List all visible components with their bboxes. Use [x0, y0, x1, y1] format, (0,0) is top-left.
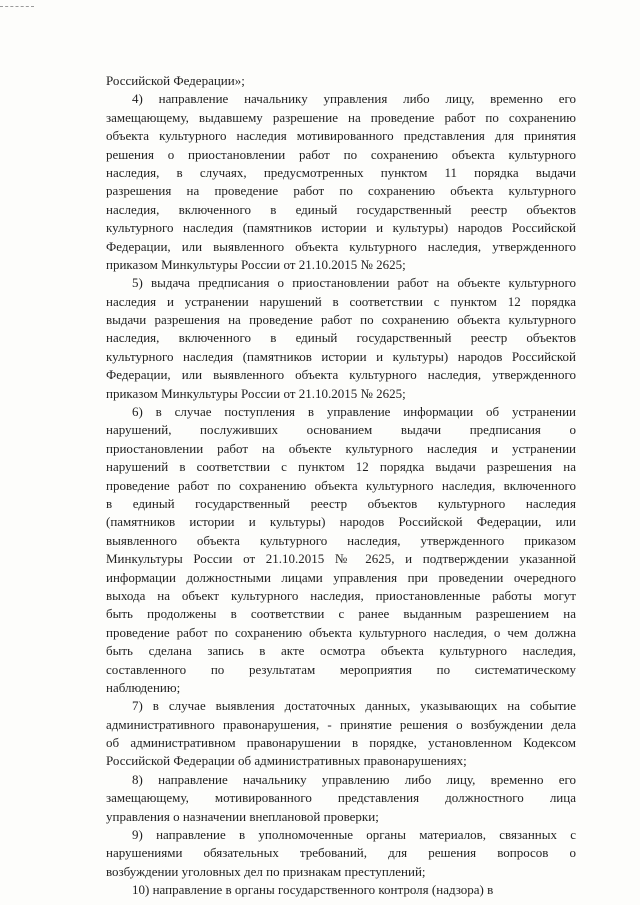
paragraph-item-8 — [106, 771, 576, 826]
text-line: быть сделана запись в акте осмотра объекта культурного наследия, — [106, 643, 576, 659]
text-line: разрешения на проведение работ по сохранению объекта культурного — [106, 183, 576, 199]
text-line: 8) направление начальнику управлению либо лицу, временно его — [132, 771, 576, 787]
text-line: выявленного объекта культурного наследия, утвержденного приказом — [106, 532, 576, 548]
text-line: 5) выдача предписания о приостановлении работ на объекте культурного — [132, 275, 576, 291]
text-line: быть продолжены в соответствии с ранее выданным разрешением на — [106, 606, 576, 622]
text-line: 10) направление в органы государственного контроля (надзора) в — [132, 882, 494, 898]
paragraph-item-5 — [106, 274, 576, 403]
paragraph-item-10 — [106, 881, 576, 899]
text-line: нарушений, послуживших основанием выдачи предписания о — [106, 422, 576, 438]
text-line: приказом Минкультуры России от 21.10.2015 № 2625; — [106, 385, 406, 401]
text-line: 7) в случае выявления достаточных данных, указывающих на событие — [132, 698, 576, 714]
scan-edge-mark — [0, 6, 34, 7]
text-line: решения о приостановлении работ по сохранению объекта культурного — [106, 146, 576, 162]
text-line: составленного по результатам мероприятия по систематическому — [106, 661, 576, 677]
text-line: наблюдению; — [106, 679, 181, 695]
text-line: в единый государственный реестр объектов культурного наследия — [106, 495, 576, 511]
text-line: 9) направление в уполномоченные органы материалов, связанных с — [132, 827, 576, 843]
paragraph-item-6 — [106, 403, 576, 697]
paragraph-intro-tail — [106, 72, 576, 90]
text-line: наследия, включенного в единый государственный реестр объектов — [106, 330, 576, 346]
text-line: 6) в случае поступления в управление информации об устранении — [132, 404, 576, 420]
text-line: Российской Федерации»; — [106, 73, 245, 88]
text-line: управления о назначении внеплановой проверки; — [106, 808, 379, 824]
document-body — [106, 72, 576, 900]
text-line: нарушениями обязательных требований, для решения вопросов о — [106, 845, 576, 861]
text-line: замещающему, мотивированного представления должностного лица — [106, 790, 576, 806]
text-line: выхода на объект культурного наследия, приостановленные работы могут — [106, 587, 576, 603]
paragraph-item-4 — [106, 90, 576, 274]
text-line: наследия, включенного в единый государственный реестр объектов — [106, 201, 576, 217]
text-line: приостановлении работ на объекте культурного наследия и устранении — [106, 440, 576, 456]
paragraph-item-9 — [106, 826, 576, 881]
text-line: наследия, в случаях, предусмотренных пунктом 11 порядка выдачи — [106, 164, 576, 180]
text-line: 4) направление начальнику управления либо лицу, временно его — [132, 91, 576, 107]
text-line: замещающему, выдавшему разрешение на проведение работ по сохранению — [106, 109, 576, 125]
text-line: (памятников истории и культуры) народов Российской Федерации, или — [106, 514, 576, 530]
text-line: выдачи разрешения на проведение работ по сохранению объекта культурного — [106, 312, 576, 328]
text-line: административного правонарушения, - принятие решения о возбуждении дела — [106, 716, 576, 732]
text-line: проведение работ по сохранению объекта культурного наследия, включенного — [106, 477, 576, 493]
text-line: об административном правонарушении в порядке, установленном Кодексом — [106, 735, 576, 751]
text-line: приказом Минкультуры России от 21.10.2015 № 2625; — [106, 256, 406, 272]
text-line: культурного наследия (памятников истории и культуры) народов Российской — [106, 220, 576, 236]
text-line: Федерации, или выявленного объекта культурного наследия, утвержденного — [106, 238, 576, 254]
text-line: проведение работ по сохранению объекта культурного наследия, о чем должна — [106, 624, 576, 640]
text-line: информации должностными лицами управления при проведении очередного — [106, 569, 576, 585]
text-line: нарушений в соответствии с пунктом 12 порядка выдачи разрешения на — [106, 459, 576, 475]
text-line: Российской Федерации об административных правонарушениях; — [106, 753, 467, 769]
text-line: Федерации, или выявленного объекта культурного наследия, утвержденного — [106, 367, 576, 383]
paragraph-item-7 — [106, 697, 576, 771]
text-line: Минкультуры России от 21.10.2015 № 2625, и подтверждении указанной — [106, 551, 576, 567]
text-line: культурного наследия (памятников истории и культуры) народов Российской — [106, 348, 576, 364]
text-line: объекта культурного наследия мотивированного представления для принятия — [106, 128, 576, 144]
text-line: возбуждении уголовных дел по признакам преступлений; — [106, 863, 426, 879]
text-line: наследия и устранении нарушений в соответствии с пунктом 12 порядка — [106, 293, 576, 309]
